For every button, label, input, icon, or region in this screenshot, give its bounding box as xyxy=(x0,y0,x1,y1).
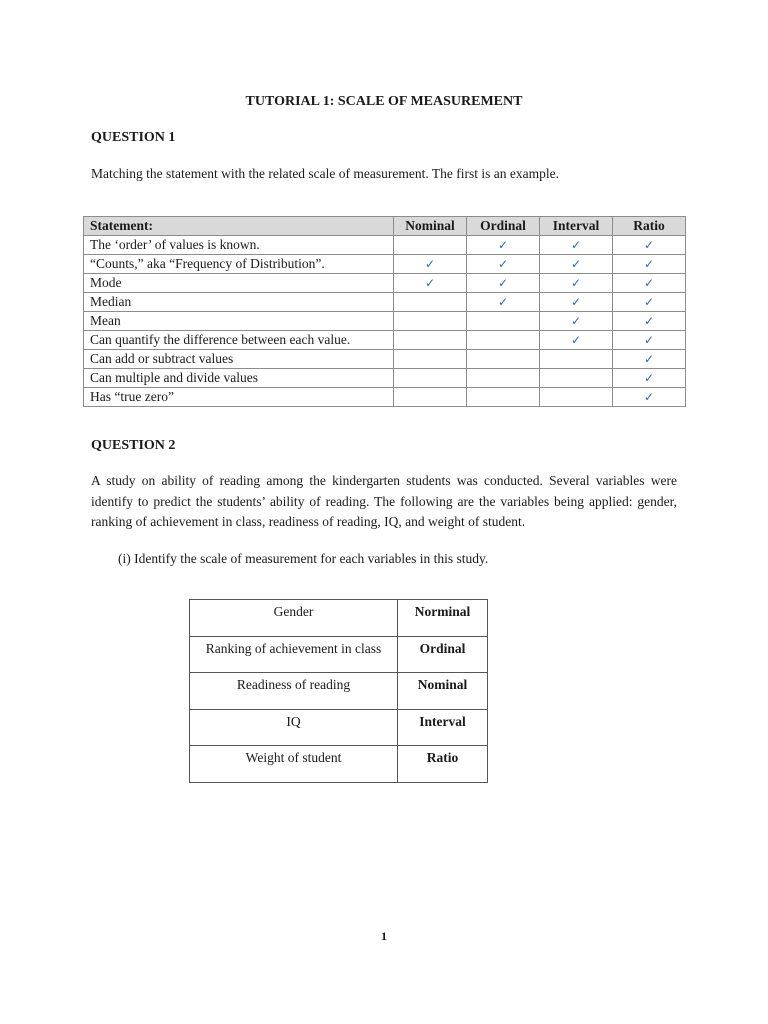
checkmark-icon: ✓ xyxy=(643,389,655,404)
interval-cell xyxy=(540,292,613,311)
statement-cell: Median xyxy=(84,292,394,311)
checkmark-icon: ✓ xyxy=(424,275,436,290)
ordinal-cell xyxy=(467,235,540,254)
column-header-statement: Statement: xyxy=(84,217,394,236)
scale-comparison-table xyxy=(83,216,686,407)
column-header-ratio: Ratio xyxy=(613,217,686,236)
checkmark-icon: ✓ xyxy=(643,332,655,347)
ratio-cell xyxy=(613,254,686,273)
checkmark-icon: ✓ xyxy=(570,256,582,271)
page-number: 1 xyxy=(381,929,387,943)
scale-cell: Norminal xyxy=(398,600,488,637)
variable-cell: Ranking of achievement in class xyxy=(190,636,398,673)
ordinal-cell xyxy=(467,387,540,406)
checkmark-icon: ✓ xyxy=(570,332,582,347)
scale-cell: Ordinal xyxy=(398,636,488,673)
table-row xyxy=(190,600,488,637)
statement-cell: Mean xyxy=(84,311,394,330)
checkmark-icon: ✓ xyxy=(643,237,655,252)
table-row xyxy=(84,273,686,292)
scale-cell: Nominal xyxy=(398,673,488,710)
nominal-cell xyxy=(394,387,467,406)
interval-cell xyxy=(540,273,613,292)
ratio-cell xyxy=(613,330,686,349)
checkmark-icon: ✓ xyxy=(570,275,582,290)
question-2-subquestion: (i) Identify the scale of measurement for each variables in this study. xyxy=(118,551,489,566)
statement-cell: Can quantify the difference between each value. xyxy=(84,330,394,349)
statement-cell: Has “true zero” xyxy=(84,387,394,406)
nominal-cell xyxy=(394,292,467,311)
checkmark-icon: ✓ xyxy=(643,370,655,385)
table-row xyxy=(190,673,488,710)
ordinal-cell xyxy=(467,273,540,292)
checkmark-icon: ✓ xyxy=(497,237,509,252)
nominal-cell xyxy=(394,368,467,387)
ratio-cell xyxy=(613,368,686,387)
column-header-nominal: Nominal xyxy=(394,217,467,236)
checkmark-icon: ✓ xyxy=(570,313,582,328)
column-header-ordinal: Ordinal xyxy=(467,217,540,236)
statement-cell: Can multiple and divide values xyxy=(84,368,394,387)
nominal-cell xyxy=(394,254,467,273)
table-row xyxy=(84,235,686,254)
nominal-cell xyxy=(394,330,467,349)
scale-cell: Ratio xyxy=(398,746,488,783)
nominal-cell xyxy=(394,235,467,254)
table-row xyxy=(84,368,686,387)
ordinal-cell xyxy=(467,330,540,349)
statement-cell: Mode xyxy=(84,273,394,292)
table-row xyxy=(84,330,686,349)
checkmark-icon: ✓ xyxy=(643,256,655,271)
variable-scale-table xyxy=(189,599,488,783)
ratio-cell xyxy=(613,349,686,368)
checkmark-icon: ✓ xyxy=(497,275,509,290)
statement-cell: Can add or subtract values xyxy=(84,349,394,368)
checkmark-icon: ✓ xyxy=(643,275,655,290)
variable-cell: IQ xyxy=(190,709,398,746)
interval-cell xyxy=(540,349,613,368)
column-header-interval: Interval xyxy=(540,217,613,236)
checkmark-icon: ✓ xyxy=(570,237,582,252)
variable-cell: Gender xyxy=(190,600,398,637)
interval-cell xyxy=(540,330,613,349)
checkmark-icon: ✓ xyxy=(643,313,655,328)
ratio-cell xyxy=(613,311,686,330)
variable-cell: Readiness of reading xyxy=(190,673,398,710)
question-1-instruction: Matching the statement with the related scale of measurement. The first is an example. xyxy=(91,166,559,181)
scale-cell: Interval xyxy=(398,709,488,746)
question-1-heading: QUESTION 1 xyxy=(91,130,176,145)
table-row xyxy=(190,746,488,783)
nominal-cell xyxy=(394,273,467,292)
ratio-cell xyxy=(613,235,686,254)
ratio-cell xyxy=(613,292,686,311)
question-2-heading: QUESTION 2 xyxy=(91,438,176,453)
interval-cell xyxy=(540,311,613,330)
checkmark-icon: ✓ xyxy=(497,256,509,271)
table-row xyxy=(84,254,686,273)
table-row xyxy=(84,387,686,406)
variable-cell: Weight of student xyxy=(190,746,398,783)
table-row xyxy=(84,349,686,368)
interval-cell xyxy=(540,387,613,406)
interval-cell xyxy=(540,235,613,254)
table-row xyxy=(84,292,686,311)
ordinal-cell xyxy=(467,254,540,273)
ratio-cell xyxy=(613,387,686,406)
table-row xyxy=(190,709,488,746)
table-row xyxy=(84,311,686,330)
checkmark-icon: ✓ xyxy=(643,351,655,366)
table-header-row xyxy=(84,217,686,236)
table-row xyxy=(190,636,488,673)
ordinal-cell xyxy=(467,349,540,368)
statement-cell: “Counts,” aka “Frequency of Distribution”. xyxy=(84,254,394,273)
checkmark-icon: ✓ xyxy=(570,294,582,309)
nominal-cell xyxy=(394,311,467,330)
checkmark-icon: ✓ xyxy=(497,294,509,309)
nominal-cell xyxy=(394,349,467,368)
page-title: TUTORIAL 1: SCALE OF MEASUREMENT xyxy=(245,94,523,109)
question-2-paragraph: A study on ability of reading among the kindergarten students was conducted. Several variables were identify to predict the students’ ability of reading. The following are the variables being applied: gender, ranking of achievement in class, readiness of reading, IQ, and weight of student. xyxy=(91,473,677,529)
checkmark-icon: ✓ xyxy=(643,294,655,309)
interval-cell xyxy=(540,368,613,387)
checkmark-icon: ✓ xyxy=(424,256,436,271)
ordinal-cell xyxy=(467,311,540,330)
interval-cell xyxy=(540,254,613,273)
ratio-cell xyxy=(613,273,686,292)
ordinal-cell xyxy=(467,292,540,311)
statement-cell: The ‘order’ of values is known. xyxy=(84,235,394,254)
ordinal-cell xyxy=(467,368,540,387)
